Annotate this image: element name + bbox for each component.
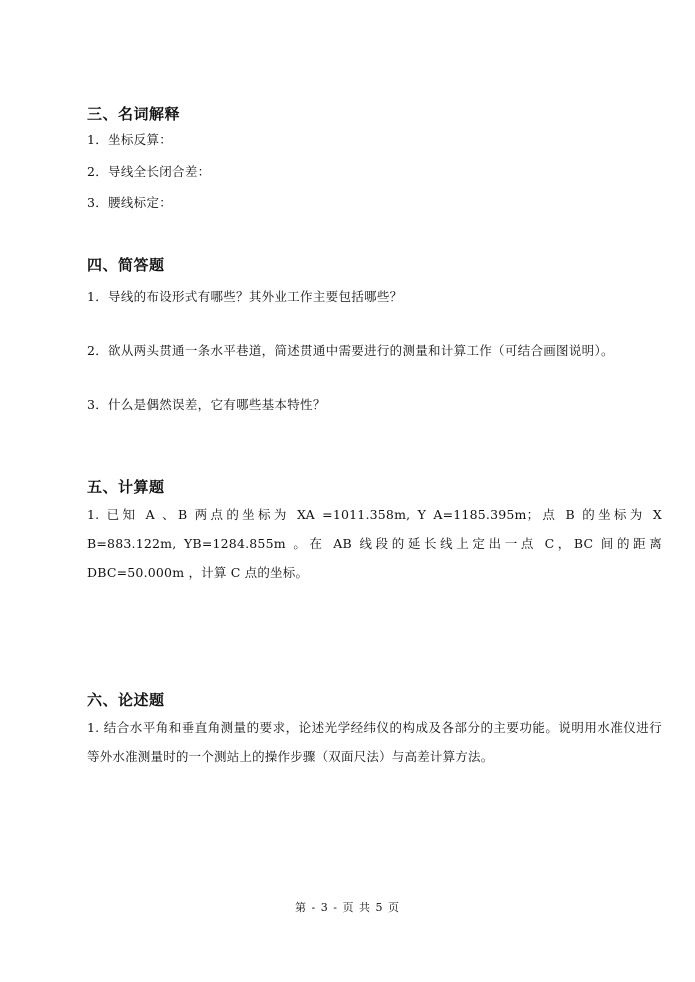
question-item: 1．导线的布设形式有哪些？其外业工作主要包括哪些？ bbox=[87, 289, 403, 304]
question-item: 1．坐标反算： bbox=[87, 132, 173, 147]
question-paragraph: 1. 已知 A 、B 两点的坐标为 XA =1011.358m, Y A=1185.395m；点 B 的坐标为 X B=883.122m, YB=1284.855m 。在 AB 线段的延长线上定出一点 C，BC 间的距离 DBC=50.000m ，计算 C 点的坐标。 bbox=[87, 507, 662, 580]
section-heading-essay: 六、论述题 bbox=[87, 691, 165, 709]
question-item: 3．腰线标定： bbox=[87, 195, 173, 210]
question-item: 3．什么是偶然误差，它有哪些基本特性？ bbox=[87, 397, 326, 412]
section-heading-calculation: 五、计算题 bbox=[87, 478, 165, 496]
question-item: 2．导线全长闭合差： bbox=[87, 164, 211, 179]
section-heading-short-answer: 四、简答题 bbox=[87, 256, 165, 274]
question-item: 2．欲从两头贯通一条水平巷道，简述贯通中需要进行的测量和计算工作（可结合画图说明）。 bbox=[87, 343, 614, 358]
section-heading-terms: 三、名词解释 bbox=[87, 105, 181, 123]
page-number-footer: 第 - 3 - 页 共 5 页 bbox=[295, 901, 400, 914]
question-paragraph: 1. 结合水平角和垂直角测量的要求，论述光学经纬仪的构成及各部分的主要功能。说明用水准仪进行等外水准测量时的一个测站上的操作步骤（双面尺法）与高差计算方法。 bbox=[87, 720, 662, 764]
